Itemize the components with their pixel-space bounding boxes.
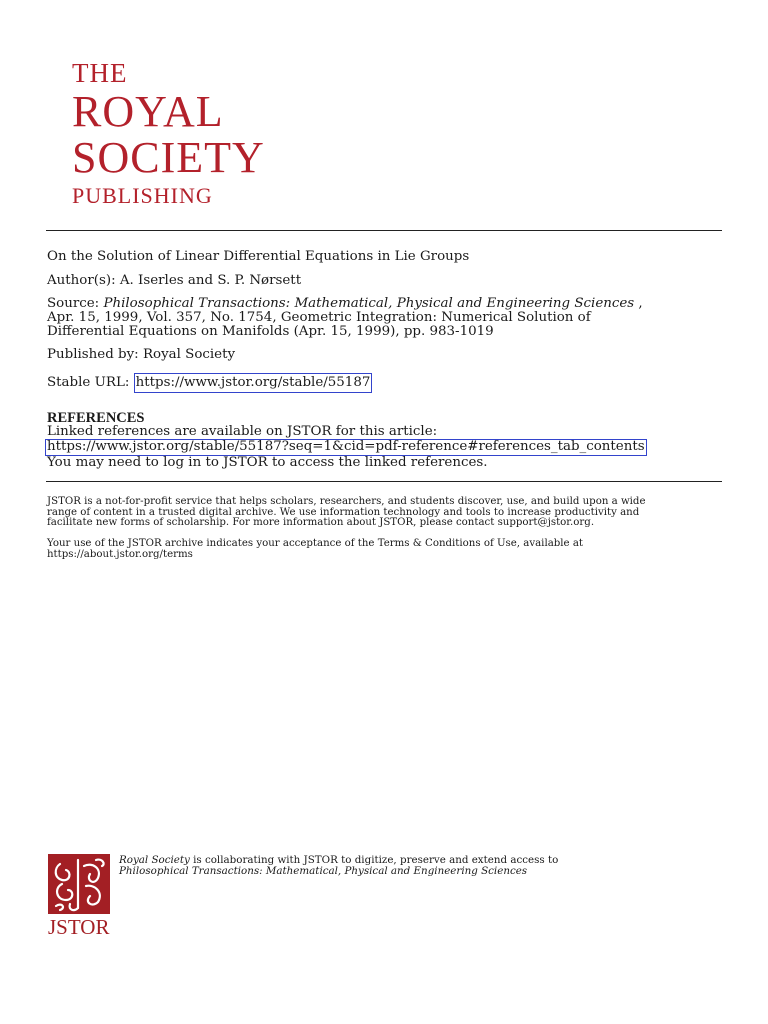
terms-line-2: https://about.jstor.org/terms: [47, 548, 193, 560]
source-comma: ,: [634, 296, 643, 311]
source-line-3: Differential Equations on Manifolds (Apr. 15, 1999), pp. 983-1019: [47, 324, 494, 339]
logo-line-the: THE: [72, 58, 128, 88]
logo-line-royal: ROYAL: [72, 87, 224, 136]
collaboration-statement: [119, 855, 558, 878]
authors-label: Author(s):: [47, 273, 116, 288]
collab-journal: Philosophical Transactions: Mathematical, Physical and Engineering Sciences: [119, 865, 528, 878]
references-login-note: You may need to log in to JSTOR to access the linked references.: [47, 455, 488, 471]
top-divider: [46, 230, 722, 231]
publisher-value: Royal Society: [142, 347, 236, 362]
stable-url-link[interactable]: https://www.jstor.org/stable/55187: [134, 373, 373, 393]
notice-line-2: range of content in a trusted digital archive. We use information technology and tools to increase productivity and: [47, 506, 640, 518]
terms-paragraph: [47, 539, 727, 560]
authors-value: A. Iserles and S. P. Nørsett: [119, 273, 302, 288]
middle-divider: [46, 481, 722, 482]
jstor-notice-paragraph: [47, 497, 727, 529]
notice-line-1: JSTOR is a not-for-profit service that helps scholars, researchers, and students discover, use, and build upon a wide: [47, 496, 646, 507]
references-heading: REFERENCES: [47, 410, 145, 426]
publisher-label: Published by:: [47, 347, 139, 362]
jstor-logo: [48, 854, 114, 940]
notice-line-3: facilitate new forms of scholarship. For more information about JSTOR, please contact support@jstor.org.: [47, 517, 595, 529]
royal-society-publishing-logo: [72, 60, 265, 207]
collab-text: is collaborating with JSTOR to digitize, preserve and extend access to: [189, 854, 559, 866]
article-source: [47, 297, 727, 339]
article-publisher: [47, 348, 727, 362]
source-line-2: Apr. 15, 1999, Vol. 357, No. 1754, Geometric Integration: Numerical Solution of: [47, 310, 591, 325]
source-journal: Philosophical Transactions: Mathematical, Physical and Engineering Sciences: [103, 296, 635, 311]
references-link[interactable]: https://www.jstor.org/stable/55187?seq=1&cid=pdf-reference#references_tab_contents: [45, 439, 647, 456]
article-authors: [47, 274, 727, 288]
article-title: On the Solution of Linear Differential Equations in Lie Groups: [47, 249, 470, 264]
jstor-emblem-icon: [48, 854, 110, 914]
jstor-wordmark: JSTOR: [48, 915, 110, 939]
stable-url-row: [47, 376, 727, 390]
collab-publisher: Royal Society: [119, 854, 190, 866]
logo-line-society: SOCIETY: [72, 133, 265, 182]
stable-url-label: Stable URL:: [47, 375, 130, 390]
references-body: [47, 425, 647, 471]
terms-line-1: Your use of the JSTOR archive indicates your acceptance of the Terms & Conditions of Use, available at: [47, 538, 583, 549]
source-label: Source:: [47, 296, 100, 311]
logo-line-publishing: PUBLISHING: [72, 183, 213, 208]
references-intro: Linked references are available on JSTOR for this article:: [47, 424, 438, 439]
